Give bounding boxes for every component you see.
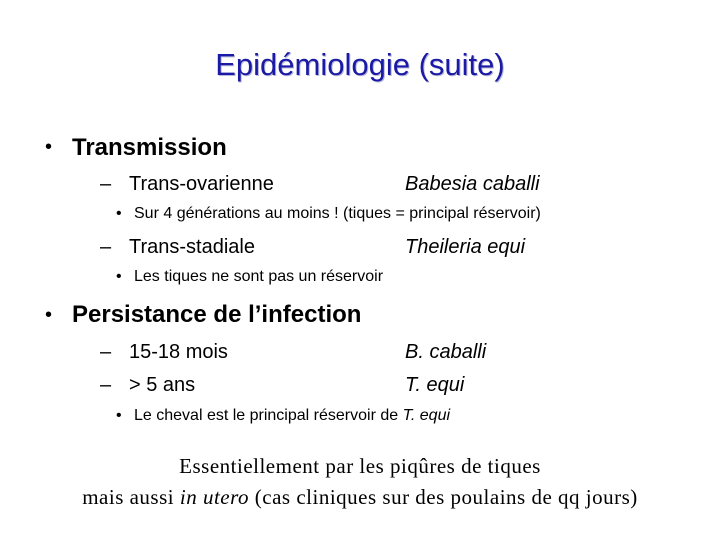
footer-line-1: Essentiellement par les piqûres de tiques xyxy=(179,454,541,478)
persistence-duration-1: 15-18 mois xyxy=(129,341,228,363)
bullet-marker: • xyxy=(45,304,53,326)
persistence-note xyxy=(134,407,450,425)
persistence-duration-2: > 5 ans xyxy=(129,374,196,396)
heading-persistence: Persistance de l’infection xyxy=(72,301,362,328)
trans-stadial-label: Trans-stadiale xyxy=(129,236,255,258)
bullet-marker: • xyxy=(116,268,122,285)
persistence-species-1: B. caballi xyxy=(405,341,487,363)
heading-transmission: Transmission xyxy=(72,134,227,161)
trans-ovarian-note: Sur 4 générations au moins ! (tiques = principal réservoir) xyxy=(134,205,541,222)
footer-line-2-prefix: mais aussi xyxy=(82,485,180,509)
persistence-note-text: Le cheval est le principal réservoir de xyxy=(134,407,403,424)
dash-marker: – xyxy=(100,236,112,258)
footer-line-2-italic: in utero xyxy=(179,485,250,509)
footer-line-2 xyxy=(0,485,720,510)
trans-ovarian-species: Babesia caballi xyxy=(405,173,540,195)
trans-ovarian-label: Trans-ovarienne xyxy=(129,173,274,195)
bullet-marker: • xyxy=(45,136,53,158)
footer-line-2-suffix: (cas cliniques sur des poulains de qq jours) xyxy=(249,485,638,509)
persistence-species-2: T. equi xyxy=(405,374,465,396)
bullet-marker: • xyxy=(116,407,122,424)
persistence-note-species: T. equi xyxy=(402,407,451,424)
dash-marker: – xyxy=(100,374,112,396)
dash-marker: – xyxy=(100,173,112,195)
slide-title: Epidémiologie (suite) xyxy=(215,47,505,82)
trans-stadial-species: Theileria equi xyxy=(405,236,526,258)
trans-stadial-note: Les tiques ne sont pas un réservoir xyxy=(134,268,384,285)
dash-marker: – xyxy=(100,341,112,363)
bullet-marker: • xyxy=(116,205,122,222)
